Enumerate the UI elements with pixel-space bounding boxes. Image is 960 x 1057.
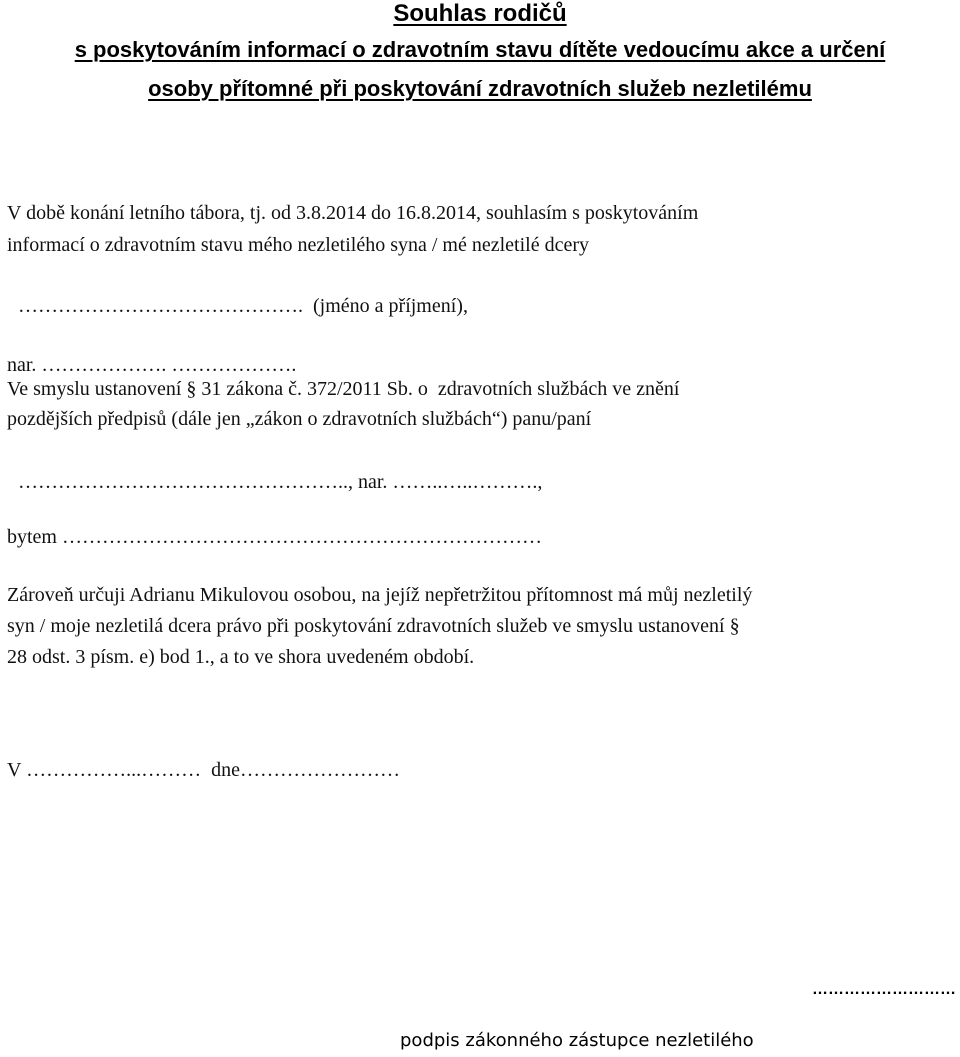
signature-line: ……………………… xyxy=(812,981,956,998)
child-birthdate-field: nar. ………………. ………………. xyxy=(7,354,297,376)
signature-label: podpis zákonného zástupce nezletilého xyxy=(400,1030,754,1051)
place-date-field: V ……………...……… dne…………………… xyxy=(7,759,400,781)
child-name-field: ……………………………………. (jméno a příjmení), xyxy=(18,295,468,317)
designation-paragraph-line-3: 28 odst. 3 písm. e) bod 1., a to ve shora uvedeném období. xyxy=(7,646,475,668)
legal-paragraph-line-2: pozdějších předpisů (dále jen „zákon o zdravotních službách“) panu/paní xyxy=(7,408,592,430)
address-field: bytem ……………………………………………………………… xyxy=(7,526,542,548)
document-subtitle-line-2: osoby přítomné při poskytování zdravotních služeb nezletilému xyxy=(148,76,812,101)
document-title: Souhlas rodičů xyxy=(393,0,567,27)
document-subtitle-line-1: s poskytováním informací o zdravotním stavu dítěte vedoucímu akce a určení xyxy=(74,37,886,62)
legal-paragraph-line-1: Ve smyslu ustanovení § 31 zákona č. 372/2011 Sb. o zdravotních službách ve znění xyxy=(7,378,680,400)
designation-paragraph-line-2: syn / moje nezletilá dcera právo při poskytování zdravotních služeb ve smyslu ustanovení § xyxy=(7,615,740,637)
designation-paragraph-line-1: Zároveň určuji Adrianu Mikulovou osobou, na jejíž nepřetržitou přítomnost má můj nezletilý xyxy=(7,584,753,606)
consent-paragraph-line-2: informací o zdravotním stavu mého nezletilého syna / mé nezletilé dcery xyxy=(7,234,590,256)
person-name-birth-field: ………………………………………….., nar. ……..…..………., xyxy=(18,471,543,493)
consent-paragraph-line-1: V době konání letního tábora, tj. od 3.8.2014 do 16.8.2014, souhlasím s poskytováním xyxy=(7,202,699,224)
